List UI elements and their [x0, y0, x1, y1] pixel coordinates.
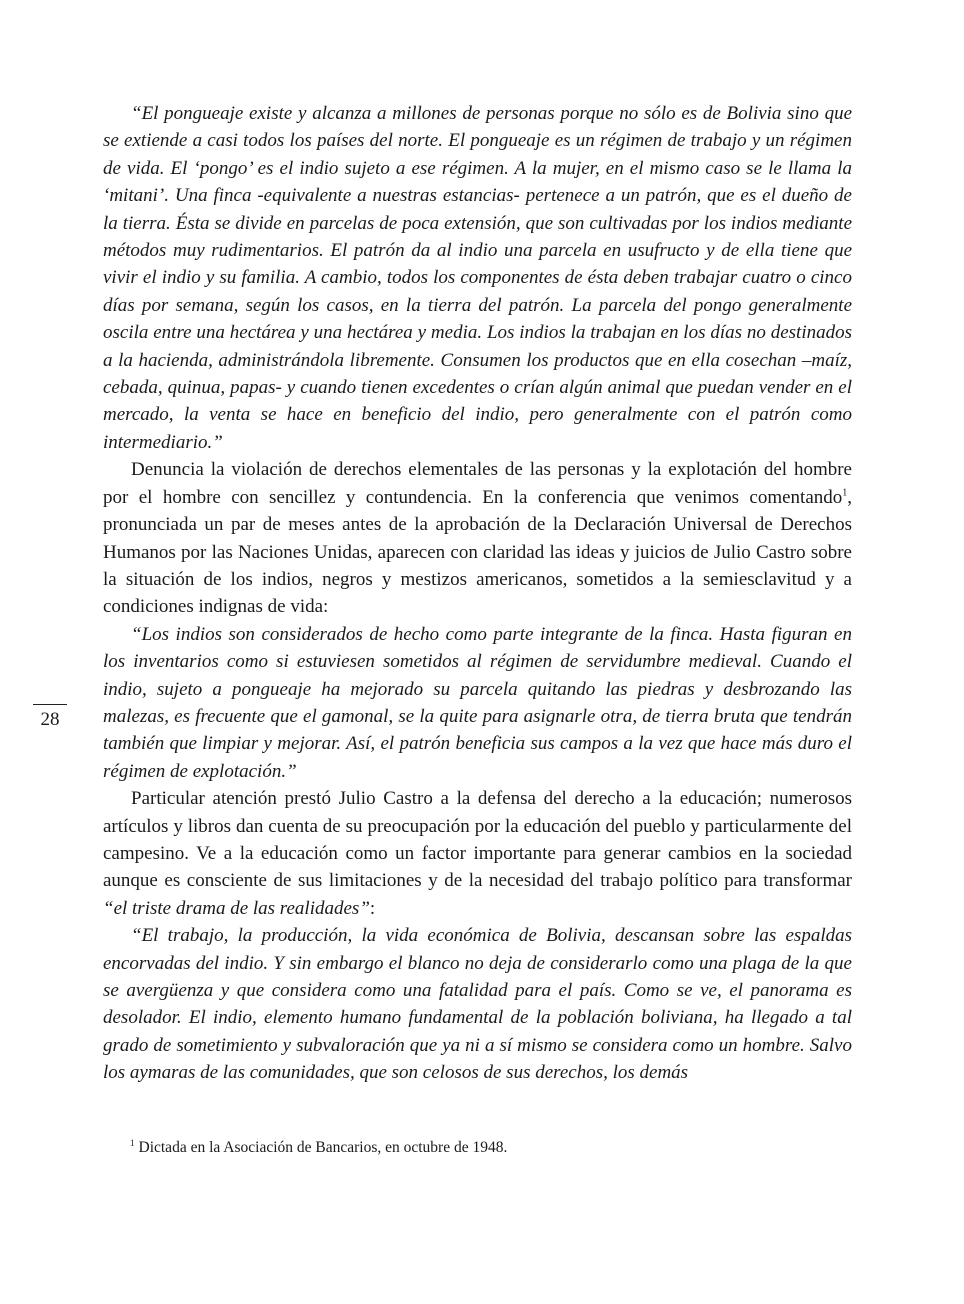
quote-paragraph-bolivia: “El trabajo, la producción, la vida económica de Bolivia, descansan sobre las espaldas encorvadas del indio. Y sin embargo el blanco no deja de considerarlo como una plaga de la que se avergüenza y que considera como una fatalidad para el país. Como se ve, el panorama es desolador. El indio, elemento humano fundamental de la población boliviana, ha llegado a tal grado de sometimiento y subvaloración que ya ni a sí mismo se considera como un hombre. Salvo los aymaras de las comunidades, que son celosos de sus derechos, los demás [103, 925, 852, 1084]
body-text [103, 100, 852, 1087]
paragraph-denuncia-text-a: Denuncia la violación de derechos elementales de las personas y la explotación del hombre por el hombre con sencillez y contundencia. En la conferencia que venimos comentando [103, 459, 852, 508]
paragraph-educacion-end: : [369, 897, 376, 919]
footnote-mark: 1 [130, 1137, 135, 1148]
footnote-text: Dictada en la Asociación de Bancarios, en octubre de 1948. [138, 1139, 508, 1156]
footnote [130, 1137, 830, 1159]
inline-quote: “el triste drama de las realidades” [103, 897, 370, 919]
paragraph-denuncia [103, 456, 852, 620]
footnote-reference: 1 [842, 487, 848, 499]
quote-paragraph-pongueaje: “El pongueaje existe y alcanza a millones de personas porque no sólo es de Bolivia sino que se extiende a casi todos los países del norte. El pongueaje es un régimen de trabajo y un régimen de vida. El ‘pongo’ es el indio sujeto a ese régimen. A la mujer, en el mismo caso se le llama la ‘mitani’. Una finca -equivalente a nuestras estancias- pertenece a un patrón, que es el dueño de la tierra. Ésta se divide en parcelas de poca extensión, que son cultivadas por los indios mediante métodos muy rudimentarios. El patrón da al indio una parcela en usufructo y de ella tiene que vivir el indio y su familia. A cambio, todos los componentes de ésta deben trabajar cuatro o cinco días por semana, según los casos, en la tierra del patrón. La parcela del pongo generalmente oscila entre una hectárea y una hectárea y media. Los indios la trabajan en los días no destinados a la hacienda, administrándola libremente. Consumen los productos que en ella cosechan –maíz, cebada, quinua, papas- y cuando tienen excedentes o crían algún animal que puedan vender en el mercado, la venta se hace en beneficio del indio, pero generalmente con el patrón como intermediario.” [103, 103, 852, 453]
quote-paragraph-finca: “Los indios son considerados de hecho como parte integrante de la finca. Hasta figuran en los inventarios como si estuviesen sometidos al régimen de servidumbre medieval. Cuando el indio, sujeto a pongueaje ha mejorado su parcela quitando las piedras y desbrozando las malezas, es frecuente que el gamonal, se la quite para asignarle otra, de tierra bruta que tendrán también que limpiar y mejorar. Así, el patrón beneficia sus campos a la vez que hace más duro el régimen de explotación.” [103, 623, 852, 782]
paragraph-educacion-text: Particular atención prestó Julio Castro a la defensa del derecho a la educación; numerosos artículos y libros dan cuenta de su preocupación por la educación del pueblo y particularmente del campesino. Ve a la educación como un factor importante para generar cambios en la sociedad aunque es consciente de sus limitaciones y de la necesidad del trabajo político para transformar [103, 788, 852, 892]
page-number-rule [33, 704, 67, 705]
paragraph-denuncia-text-b: , pronunciada un par de meses antes de la aprobación de la Declaración Universal de Derechos Humanos por las Naciones Unidas, aparecen con claridad las ideas y juicios de Julio Castro sobre la situación de los indios, negros y mestizos americanos, sometidos a la semiesclavitud y a condiciones indignas de vida: [103, 486, 852, 618]
page-number: 28 [40, 709, 60, 730]
paragraph-educacion [103, 785, 852, 922]
